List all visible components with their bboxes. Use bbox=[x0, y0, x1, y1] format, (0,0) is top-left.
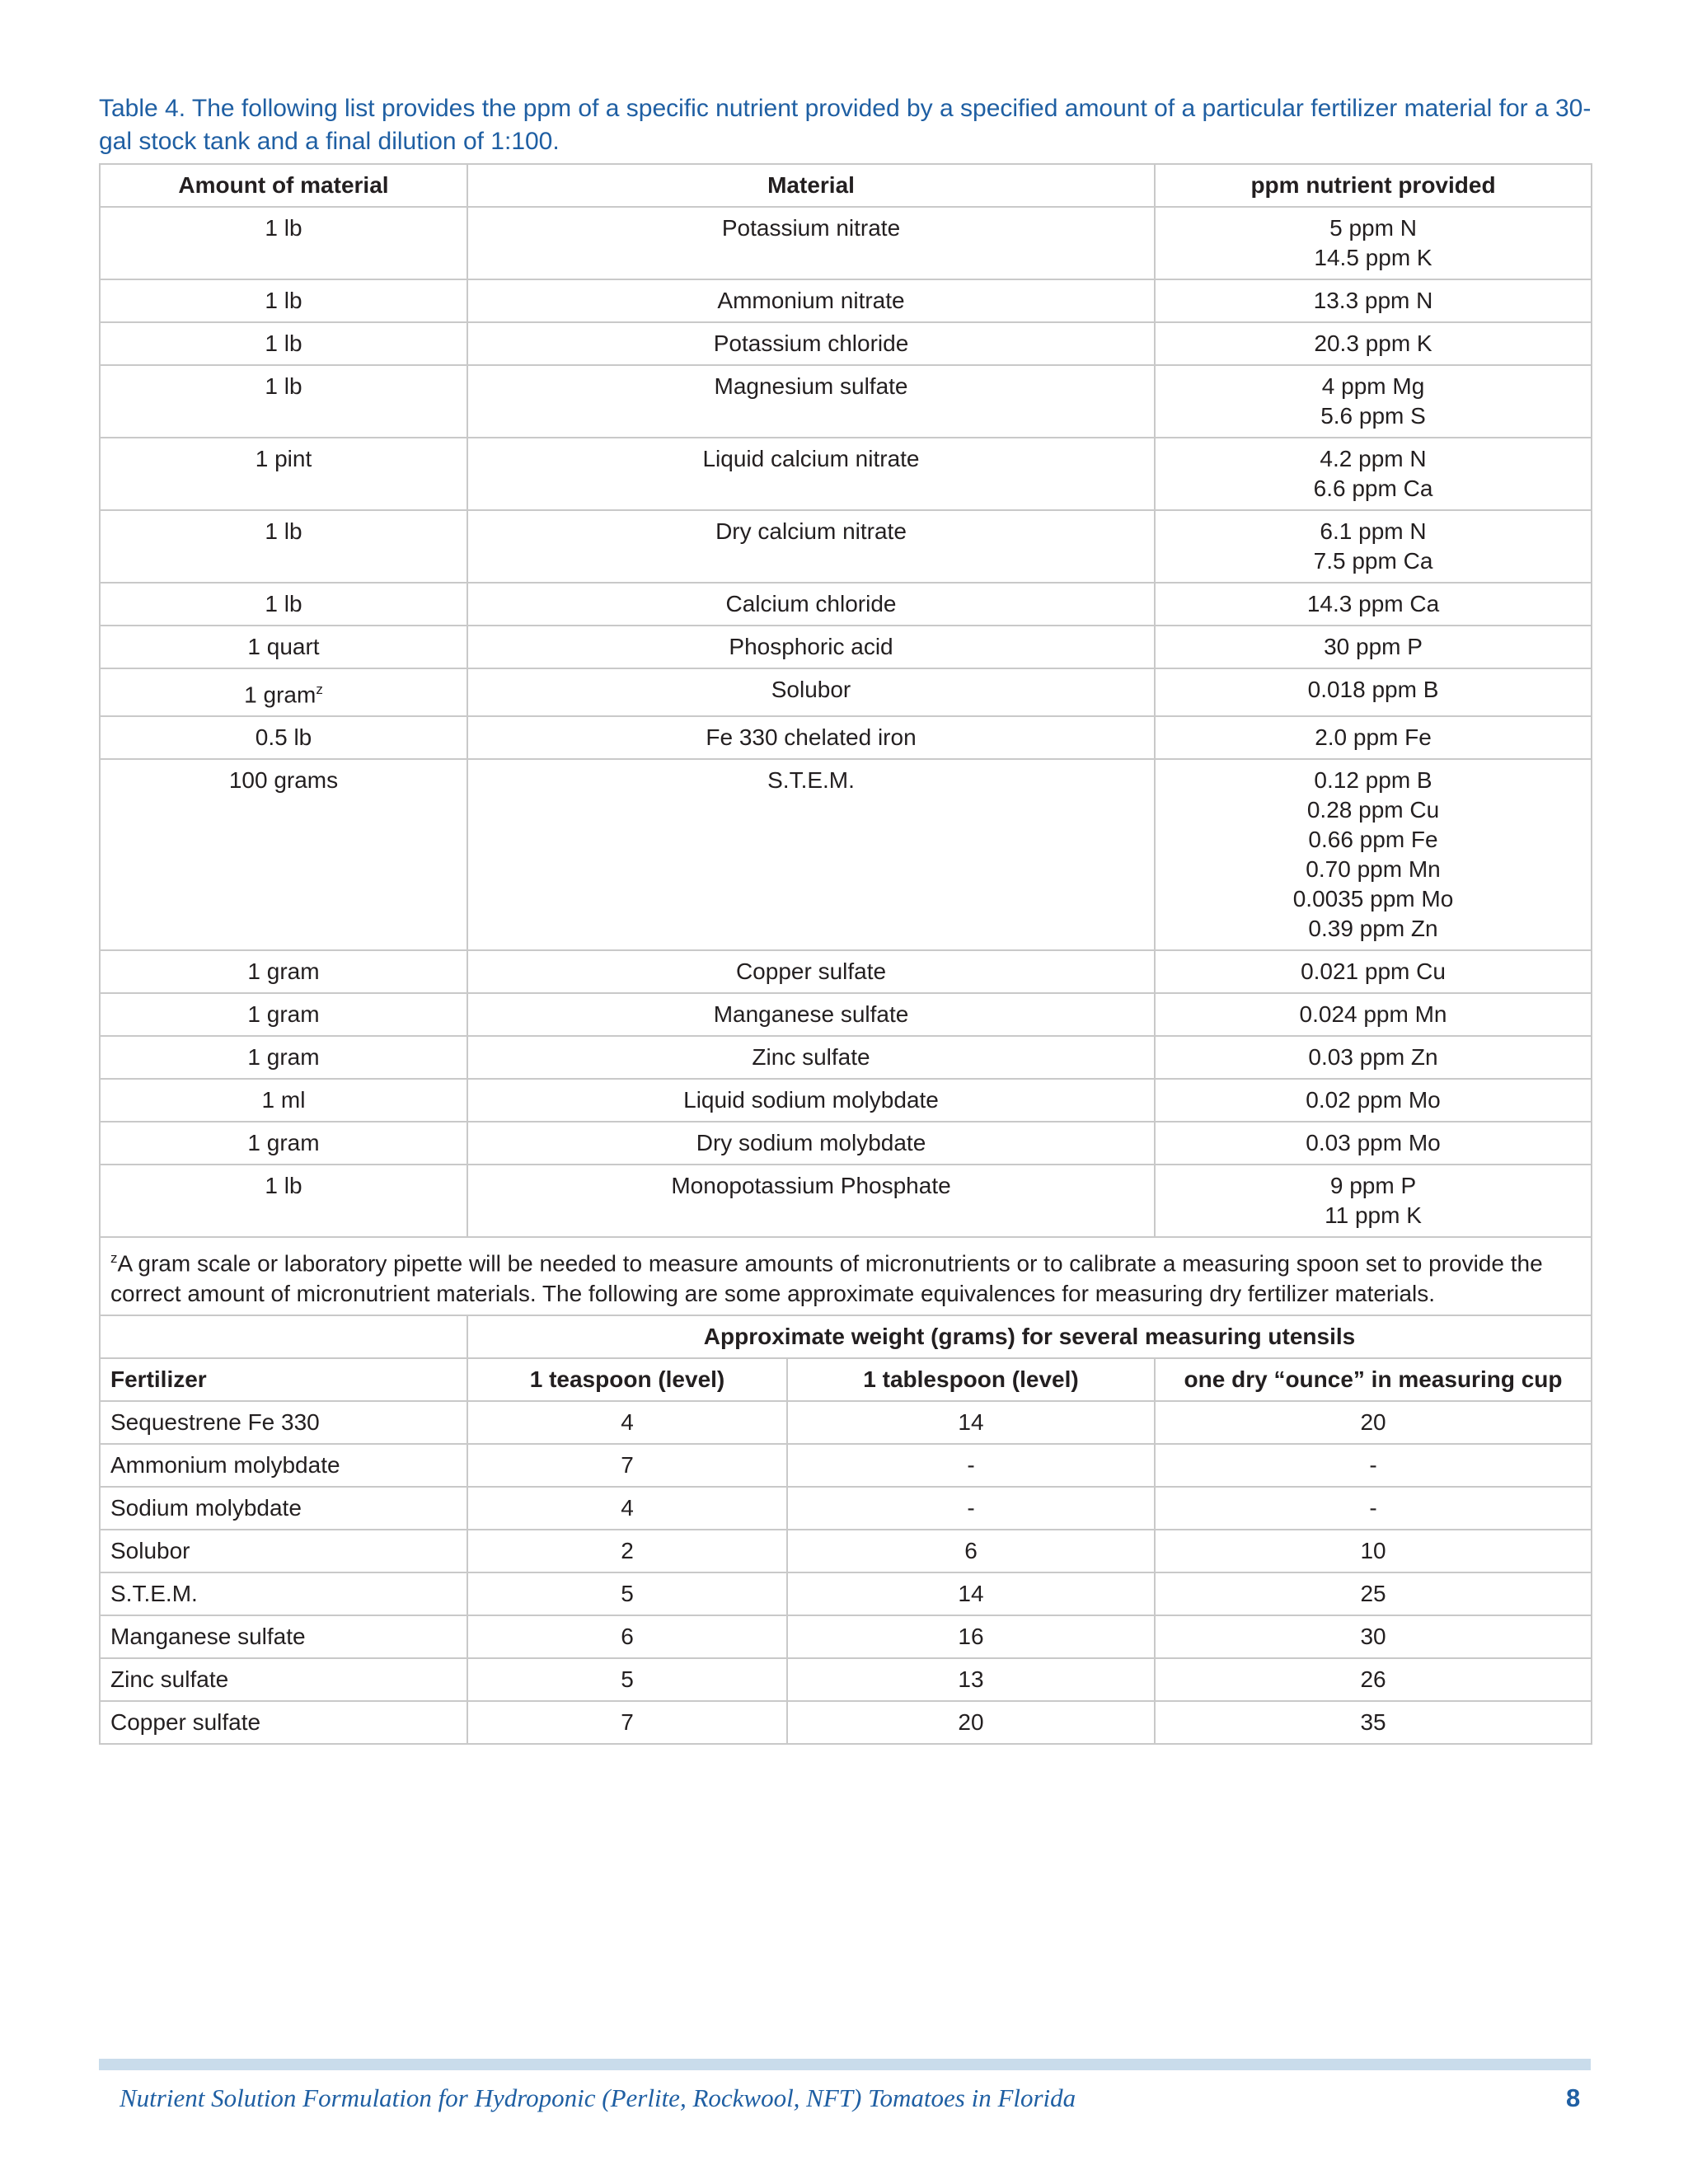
ppm-value: 0.02 ppm Mo bbox=[1306, 1087, 1441, 1113]
header-ounce: one dry “ounce” in measuring cup bbox=[1155, 1358, 1592, 1401]
footer-bar bbox=[99, 2059, 1591, 2070]
amount-cell bbox=[100, 583, 467, 626]
material-cell: S.T.E.M. bbox=[467, 759, 1155, 950]
ppm-cell bbox=[1155, 438, 1592, 510]
ppm-value: 30 ppm P bbox=[1324, 634, 1423, 659]
ppm-cell bbox=[1155, 322, 1592, 365]
ppm-cell bbox=[1155, 668, 1592, 716]
weight-row bbox=[100, 1658, 1592, 1701]
amount-cell bbox=[100, 438, 467, 510]
weight-row bbox=[100, 1401, 1592, 1444]
amount-cell bbox=[100, 626, 467, 668]
table-row bbox=[100, 1165, 1592, 1237]
ounce-grams: 20 bbox=[1155, 1401, 1592, 1444]
header-tablespoon: 1 tablespoon (level) bbox=[787, 1358, 1155, 1401]
material-cell: Calcium chloride bbox=[467, 583, 1155, 626]
tablespoon-grams: 20 bbox=[787, 1701, 1155, 1744]
fertilizer-name: Sequestrene Fe 330 bbox=[100, 1401, 467, 1444]
teaspoon-grams: 4 bbox=[467, 1487, 787, 1530]
amount-cell bbox=[100, 759, 467, 950]
table-row bbox=[100, 950, 1592, 993]
amount-value: 1 gram bbox=[247, 958, 320, 985]
tablespoon-grams: 16 bbox=[787, 1615, 1155, 1658]
ppm-cell bbox=[1155, 716, 1592, 759]
amount-value: 1 lb bbox=[265, 518, 302, 544]
amount-value: 1 quart bbox=[247, 634, 320, 659]
amount-cell bbox=[100, 1079, 467, 1122]
footer-title: Nutrient Solution Formulation for Hydroponic (Perlite, Rockwool, NFT) Tomatoes in Florida bbox=[120, 2083, 1076, 2112]
ppm-cell bbox=[1155, 365, 1592, 438]
ppm-cell bbox=[1155, 1036, 1592, 1079]
amount-cell bbox=[100, 365, 467, 438]
weight-row bbox=[100, 1701, 1592, 1744]
fertilizer-name: Zinc sulfate bbox=[100, 1658, 467, 1701]
ppm-cell bbox=[1155, 950, 1592, 993]
fertilizer-name: Sodium molybdate bbox=[100, 1487, 467, 1530]
material-cell: Ammonium nitrate bbox=[467, 279, 1155, 322]
table-row bbox=[100, 716, 1592, 759]
empty-header-cell bbox=[100, 1315, 467, 1358]
header-teaspoon: 1 teaspoon (level) bbox=[467, 1358, 787, 1401]
material-cell: Monopotassium Phosphate bbox=[467, 1165, 1155, 1237]
ppm-value: 0.28 ppm Cu bbox=[1306, 797, 1440, 823]
ounce-grams: 30 bbox=[1155, 1615, 1592, 1658]
fertilizer-name: Manganese sulfate bbox=[100, 1615, 467, 1658]
amount-cell bbox=[100, 716, 467, 759]
amount-value: 1 ml bbox=[261, 1087, 306, 1113]
amount-value: 1 lb bbox=[265, 330, 302, 356]
ounce-grams: 25 bbox=[1155, 1572, 1592, 1615]
ppm-value: 2.0 ppm Fe bbox=[1315, 724, 1432, 751]
header-ppm: ppm nutrient provided bbox=[1155, 164, 1592, 207]
ppm-value: 14.5 ppm K bbox=[1314, 245, 1432, 270]
amount-cell bbox=[100, 1036, 467, 1079]
ounce-grams: 10 bbox=[1155, 1530, 1592, 1572]
material-cell: Copper sulfate bbox=[467, 950, 1155, 993]
ppm-cell bbox=[1155, 1165, 1592, 1237]
footnote-text: A gram scale or laboratory pipette will be needed to measure amounts of micronutrients or to calibrate a measuring spoon set to provide the correct amount of micronutrient materials. The following are some approximate equivalences for measuring dry fertilizer materials. bbox=[110, 1250, 1543, 1306]
weight-header-row bbox=[100, 1358, 1592, 1401]
weight-row bbox=[100, 1444, 1592, 1487]
tablespoon-grams: 13 bbox=[787, 1658, 1155, 1701]
ppm-value: 6.1 ppm N bbox=[1320, 518, 1427, 544]
amount-value: 1 gram bbox=[247, 1130, 320, 1156]
ppm-value: 14.3 ppm Ca bbox=[1306, 591, 1440, 616]
amount-cell bbox=[100, 279, 467, 322]
amount-value: 1 gram bbox=[247, 1044, 320, 1071]
ppm-value: 7.5 ppm Ca bbox=[1313, 548, 1433, 574]
ppm-value: 13.3 ppm N bbox=[1313, 288, 1433, 313]
material-cell: Liquid calcium nitrate bbox=[467, 438, 1155, 510]
material-cell: Phosphoric acid bbox=[467, 626, 1155, 668]
ounce-grams: - bbox=[1155, 1444, 1592, 1487]
table-row bbox=[100, 1122, 1592, 1165]
ounce-grams: 35 bbox=[1155, 1701, 1592, 1744]
material-cell: Zinc sulfate bbox=[467, 1036, 1155, 1079]
table-row bbox=[100, 668, 1592, 716]
amount-cell bbox=[100, 1122, 467, 1165]
amount-value: 100 grams bbox=[228, 767, 339, 794]
ppm-value: 0.66 ppm Fe bbox=[1308, 827, 1438, 853]
amount-value: 1 lb bbox=[265, 288, 302, 313]
ppm-value: 0.39 ppm Zn bbox=[1308, 916, 1438, 942]
ppm-value: 11 ppm K bbox=[1325, 1202, 1422, 1229]
ppm-value: 0.12 ppm B bbox=[1314, 767, 1432, 794]
teaspoon-grams: 5 bbox=[467, 1658, 787, 1701]
fertilizer-name: Copper sulfate bbox=[100, 1701, 467, 1744]
amount-value: 1 lb bbox=[265, 591, 302, 616]
table-row bbox=[100, 626, 1592, 668]
table-row bbox=[100, 759, 1592, 950]
material-cell: Manganese sulfate bbox=[467, 993, 1155, 1036]
weight-row bbox=[100, 1615, 1592, 1658]
teaspoon-grams: 7 bbox=[467, 1444, 787, 1487]
material-cell: Magnesium sulfate bbox=[467, 365, 1155, 438]
ppm-value: 0.70 ppm Mn bbox=[1306, 856, 1441, 883]
material-cell: Solubor bbox=[467, 668, 1155, 716]
tablespoon-grams: 14 bbox=[787, 1401, 1155, 1444]
amount-value: 0.5 lb bbox=[255, 724, 312, 751]
fertilizer-table bbox=[99, 163, 1592, 1745]
ppm-value: 5.6 ppm S bbox=[1320, 403, 1426, 429]
table-row bbox=[100, 365, 1592, 438]
ppm-cell bbox=[1155, 583, 1592, 626]
ppm-cell bbox=[1155, 1079, 1592, 1122]
table-row bbox=[100, 510, 1592, 583]
material-cell: Dry calcium nitrate bbox=[467, 510, 1155, 583]
ppm-cell bbox=[1155, 510, 1592, 583]
table-row bbox=[100, 207, 1592, 279]
teaspoon-grams: 6 bbox=[467, 1615, 787, 1658]
teaspoon-grams: 5 bbox=[467, 1572, 787, 1615]
ppm-value: 5 ppm N bbox=[1329, 215, 1417, 241]
ppm-value: 4.2 ppm N bbox=[1320, 446, 1427, 471]
ppm-value: 0.03 ppm Zn bbox=[1308, 1044, 1438, 1071]
material-cell: Fe 330 chelated iron bbox=[467, 716, 1155, 759]
ppm-value: 0.024 ppm Mn bbox=[1299, 1001, 1447, 1028]
teaspoon-grams: 7 bbox=[467, 1701, 787, 1744]
ppm-cell bbox=[1155, 993, 1592, 1036]
page-number: 8 bbox=[1566, 2083, 1581, 2112]
ppm-cell bbox=[1155, 207, 1592, 279]
ppm-cell bbox=[1155, 1122, 1592, 1165]
weight-row bbox=[100, 1572, 1592, 1615]
footnote-marker: z bbox=[110, 1250, 118, 1267]
fertilizer-name: Ammonium molybdate bbox=[100, 1444, 467, 1487]
fertilizer-name: Solubor bbox=[100, 1530, 467, 1572]
weight-group-header-row bbox=[100, 1315, 1592, 1358]
amount-cell bbox=[100, 668, 467, 716]
amount-value: 1 lb bbox=[265, 1173, 302, 1199]
tablespoon-grams: - bbox=[787, 1444, 1155, 1487]
header-amount: Amount of material bbox=[100, 164, 467, 207]
table-row bbox=[100, 438, 1592, 510]
amount-cell bbox=[100, 322, 467, 365]
ppm-value: 9 ppm P bbox=[1329, 1173, 1417, 1199]
teaspoon-grams: 4 bbox=[467, 1401, 787, 1444]
ppm-value: 6.6 ppm Ca bbox=[1313, 476, 1433, 501]
material-cell: Potassium chloride bbox=[467, 322, 1155, 365]
amount-cell bbox=[100, 207, 467, 279]
footnote-row bbox=[100, 1237, 1592, 1315]
ppm-value: 0.021 ppm Cu bbox=[1301, 958, 1446, 985]
ppm-value: 4 ppm Mg bbox=[1321, 373, 1425, 399]
amount-value: 1 gram bbox=[247, 1001, 320, 1028]
tablespoon-grams: - bbox=[787, 1487, 1155, 1530]
ppm-value: 0.03 ppm Mo bbox=[1306, 1130, 1441, 1156]
table-row bbox=[100, 279, 1592, 322]
table-header-row bbox=[100, 164, 1592, 207]
table-row bbox=[100, 322, 1592, 365]
tablespoon-grams: 14 bbox=[787, 1572, 1155, 1615]
tablespoon-grams: 6 bbox=[787, 1530, 1155, 1572]
table-row bbox=[100, 583, 1592, 626]
material-cell: Liquid sodium molybdate bbox=[467, 1079, 1155, 1122]
material-cell: Potassium nitrate bbox=[467, 207, 1155, 279]
amount-cell bbox=[100, 1165, 467, 1237]
weight-row bbox=[100, 1530, 1592, 1572]
weight-group-header: Approximate weight (grams) for several measuring utensils bbox=[467, 1315, 1592, 1358]
fertilizer-name: S.T.E.M. bbox=[100, 1572, 467, 1615]
teaspoon-grams: 2 bbox=[467, 1530, 787, 1572]
table-row bbox=[100, 993, 1592, 1036]
weight-row bbox=[100, 1487, 1592, 1530]
ppm-cell bbox=[1155, 759, 1592, 950]
table-row bbox=[100, 1036, 1592, 1079]
footnote-marker: z bbox=[316, 682, 323, 697]
ppm-value: 0.0035 ppm Mo bbox=[1292, 886, 1454, 912]
ounce-grams: - bbox=[1155, 1487, 1592, 1530]
footnote-cell bbox=[100, 1237, 1592, 1315]
material-cell: Dry sodium molybdate bbox=[467, 1122, 1155, 1165]
ppm-cell bbox=[1155, 626, 1592, 668]
table-row bbox=[100, 1079, 1592, 1122]
amount-value: 1 gram bbox=[244, 682, 316, 708]
ounce-grams: 26 bbox=[1155, 1658, 1592, 1701]
amount-cell bbox=[100, 950, 467, 993]
header-fertilizer: Fertilizer bbox=[100, 1358, 467, 1401]
header-material: Material bbox=[467, 164, 1155, 207]
ppm-cell bbox=[1155, 279, 1592, 322]
table-caption: Table 4. The following list provides the ppm of a specific nutrient provided by a specified amount of a particular fertilizer material for a 30-gal stock tank and a final dilution of 1:100. bbox=[99, 95, 1592, 155]
amount-cell bbox=[100, 510, 467, 583]
amount-value: 1 lb bbox=[265, 215, 302, 241]
amount-value: 1 lb bbox=[265, 373, 302, 399]
ppm-value: 0.018 ppm B bbox=[1307, 677, 1439, 702]
amount-cell bbox=[100, 993, 467, 1036]
amount-value: 1 pint bbox=[255, 446, 312, 471]
ppm-value: 20.3 ppm K bbox=[1314, 330, 1432, 356]
